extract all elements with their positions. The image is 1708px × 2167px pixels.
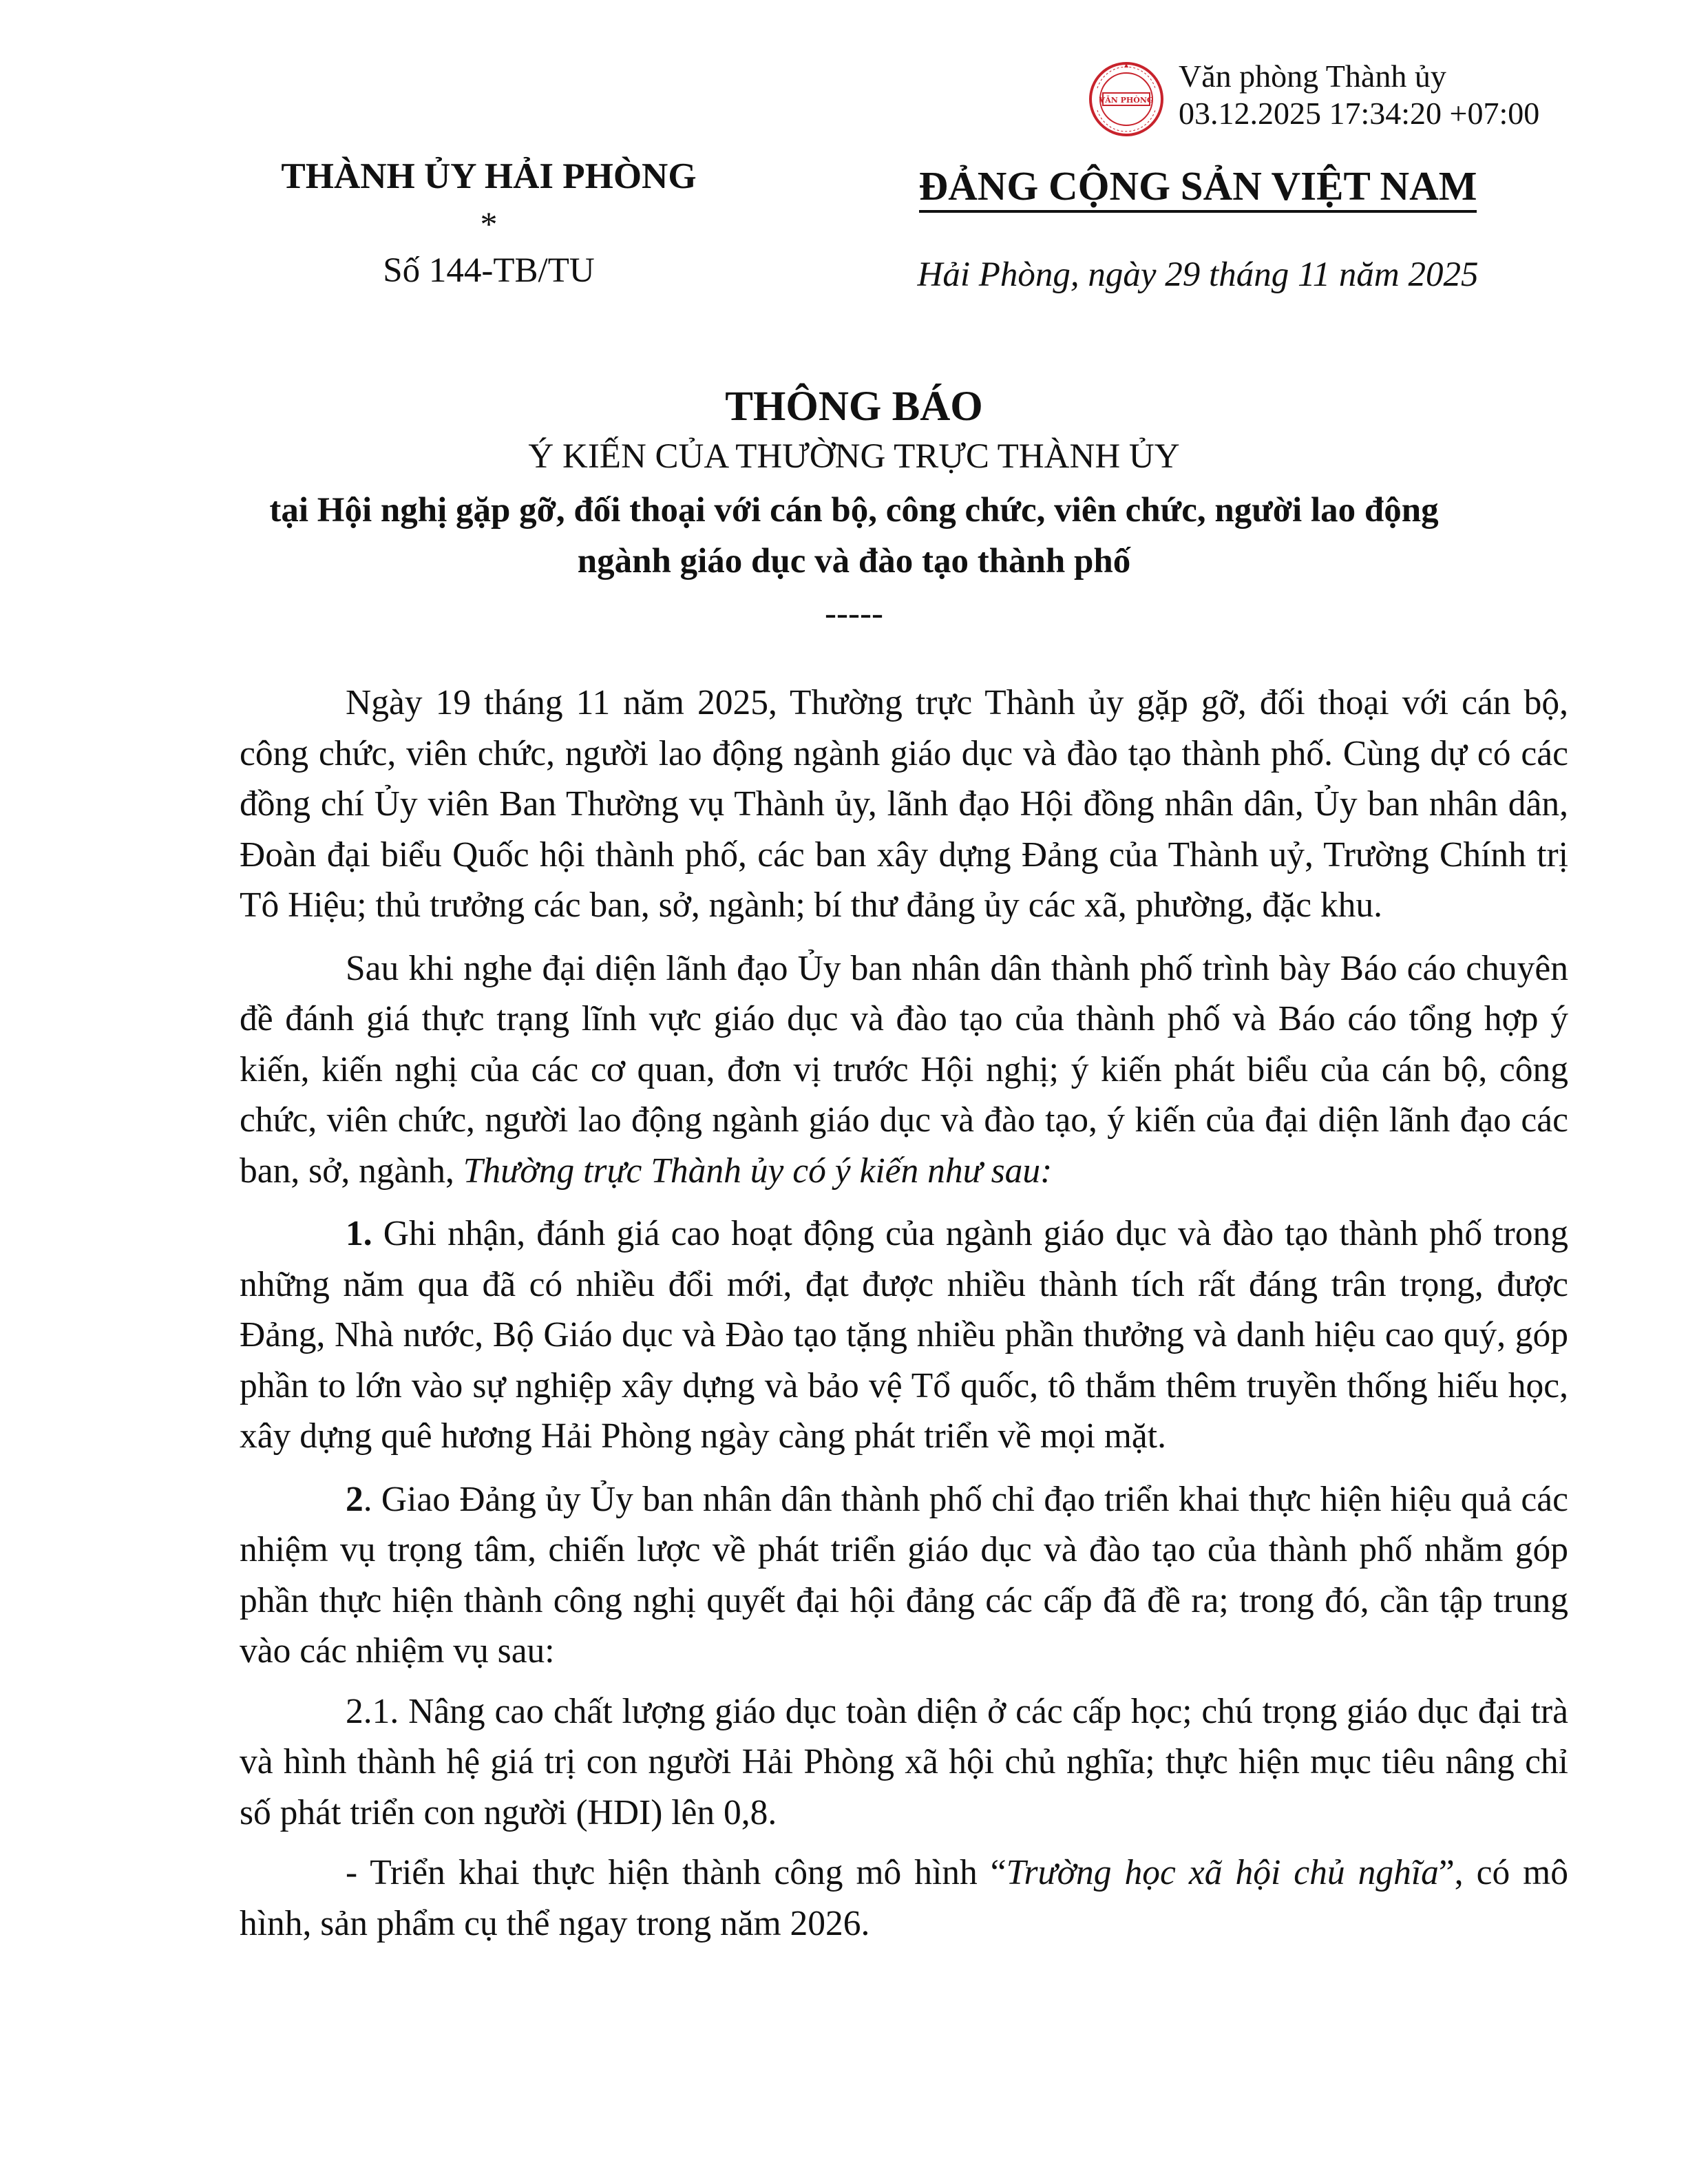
item-1-text: Ghi nhận, đánh giá cao hoạt động của ngành giáo dục và đào tạo thành phố trong những năm qua đã có nhiều đổi mới, đạt được nhiều thành tích rất đáng trân trọng, được Đảng, Nhà nước, Bộ Giáo dục và Đào tạo tặng nhiều phần thưởng và danh hiệu cao quý, góp phần to lớn vào sự nghiệp xây dựng và bảo vệ Tổ quốc, tô thắm thêm truyền thống hiếu học, xây dựng quê hương Hải Phòng ngày càng phát triển về mọi mặt. <box>240 1214 1568 1456</box>
paragraph-intro: Ngày 19 tháng 11 năm 2025, Thường trực Thành ủy gặp gỡ, đối thoại với cán bộ, công chức, viên chức, người lao động ngành giáo dục và đào tạo thành phố. Cùng dự có các đồng chí Ủy viên Ban Thường vụ Thành ủy, lãnh đạo Hội đồng nhân dân, Ủy ban nhân dân, Đoàn đại biểu Quốc hội thành phố, các ban xây dựng Đảng của Thành uỷ, Trường Chính trị Tô Hiệu; thủ trưởng các ban, sở, ngành; bí thư đảng ủy các xã, phường, đặc khu. <box>240 683 1568 925</box>
item-2-text: . Giao Đảng ủy Ủy ban nhân dân thành phố chỉ đạo triển khai thực hiện hiệu quả các nhiệm vụ trọng tâm, chiến lược về phát triển giáo dục và đào tạo của thành phố nhằm góp phần thực hiện thành công nghị quyết đại hội đảng các cấp đã đề ra; trong đó, cần tập trung vào các nhiệm vụ sau: <box>240 1479 1568 1671</box>
signature-timestamp: 03.12.2025 17:34:20 +07:00 <box>1179 96 1540 131</box>
issuing-party-organization: THÀNH ỦY HẢI PHÒNG <box>281 156 697 196</box>
bullet-text-post: ”, có mô hình, sản phẩm cụ thể ngay trong năm 2026. <box>240 1853 1568 1943</box>
national-party-heading-text: ĐẢNG CỘNG SẢN VIỆT NAM <box>919 163 1477 213</box>
document-subtitle-line-1: Ý KIẾN CỦA THƯỜNG TRỰC THÀNH ỦY <box>528 437 1180 476</box>
place-and-date: Hải Phòng, ngày 29 tháng 11 năm 2025 <box>917 255 1479 294</box>
header-asterisk: * <box>480 205 498 243</box>
paragraph-context-italic: Thường trực Thành ủy có ý kiến như sau: <box>463 1151 1053 1191</box>
signer-organization: Văn phòng Thành ủy <box>1179 59 1446 94</box>
paragraph-context-text: Sau khi nghe đại diện lãnh đạo Ủy ban nhân dân thành phố trình bày Báo cáo chuyên đề đánh giá thực trạng lĩnh vực giáo dục và đào tạo của thành phố và Báo cáo tổng hợp ý kiến, kiến nghị của các cơ quan, đơn vị trước Hội nghị; ý kiến phát biểu của cán bộ, công chức, viên chức, người lao động ngành giáo dục và đào tạo, ý kiến của đại diện lãnh đạo các ban, sở, ngành, <box>240 948 1568 1191</box>
title-separator: ----- <box>825 594 883 633</box>
national-party-heading <box>888 163 1508 210</box>
document-subtitle-line-2: tại Hội nghị gặp gỡ, đối thoại với cán bộ, công chức, viên chức, người lao động <box>269 491 1439 530</box>
svg-text:VĂN PHÒNG: VĂN PHÒNG <box>1099 96 1154 105</box>
paragraph-bullet-socialist-school <box>240 1847 1568 1949</box>
item-2-number: 2 <box>346 1479 363 1519</box>
paragraph-item-2-1: 2.1. Nâng cao chất lượng giáo dục toàn diện ở các cấp học; chú trọng giáo dục đại trà và hình thành hệ giá trị con người Hải Phòng xã hội chủ nghĩa; thực hiện mục tiêu nâng chỉ số phát triển con người (HDI) lên 0,8. <box>240 1691 1568 1832</box>
paragraph-item-2 <box>240 1474 1568 1677</box>
document-title: THÔNG BÁO <box>725 384 983 430</box>
item-1-number: 1. <box>346 1214 372 1253</box>
bullet-text-italic: Trường học xã hội chủ nghĩa <box>1006 1853 1439 1892</box>
document-subtitle-line-3: ngành giáo dục và đào tạo thành phố <box>577 542 1131 580</box>
digital-signature-stamp <box>1088 61 1165 138</box>
document-number: Số 144-TB/TU <box>383 251 595 290</box>
document-body <box>240 678 1568 1961</box>
paragraph-item-1 <box>240 1208 1568 1462</box>
bullet-text-pre: - Triển khai thực hiện thành công mô hình “ <box>346 1853 1006 1892</box>
paragraph-context <box>240 943 1568 1197</box>
